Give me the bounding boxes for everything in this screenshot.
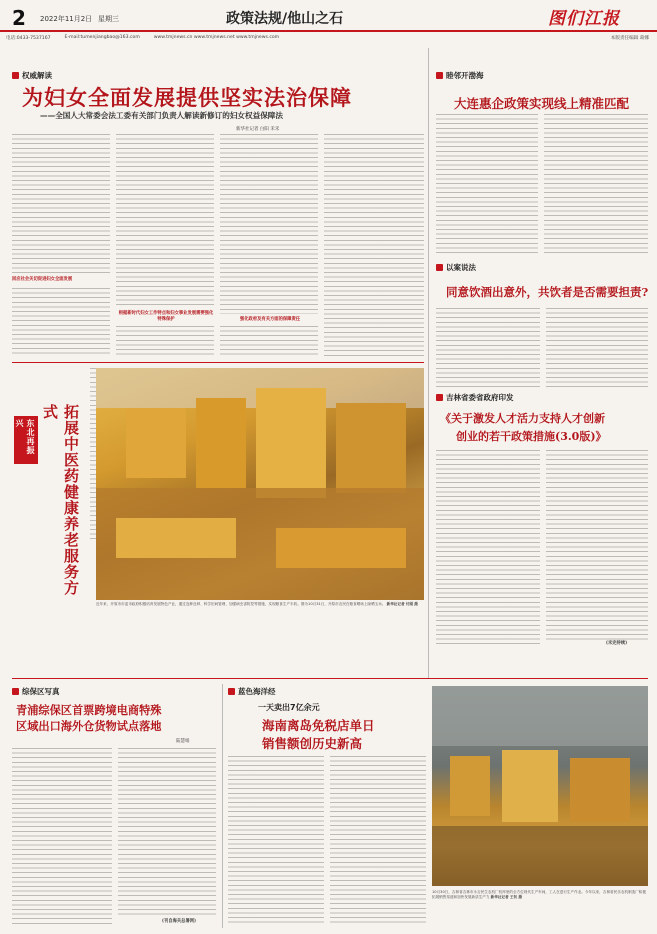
- bottom-left-headline-a: 青浦综保区首票跨境电商特殊: [16, 703, 162, 717]
- right-text-2a: [436, 308, 540, 388]
- section-marker-icon: [436, 394, 443, 401]
- column-divider: [428, 48, 429, 678]
- corn-harvest-photo: [96, 368, 424, 600]
- bottom-right-photo-caption: 10月30日，吉林省吉林市永吉民生农机厂机库里的全方位现代生产车间，工人在进行生产作业。今年以来，吉林省民乐农机制造厂积极拓展销售渠道和加快发展新质生产力 新华社记者 王钊 摄: [432, 890, 646, 899]
- right-credit-3: (未完待续): [606, 641, 628, 646]
- vertical-article-rule: [12, 362, 424, 363]
- bottom-middle-text-a: [228, 756, 324, 926]
- issue-date: 2022年11月2日: [40, 15, 93, 23]
- right-headline-1: 大连惠企政策实现线上精准匹配: [454, 96, 630, 111]
- section-marker-icon: [436, 72, 443, 79]
- subhead-2: 根据新时代妇女工作特点和妇女事业发展需要强化特殊保护: [118, 311, 214, 322]
- section-label-lanse: 蓝色海洋经: [228, 686, 276, 697]
- bottom-middle-headline-a: 海南离岛免税店单日: [262, 718, 375, 733]
- bottom-left-text-b: [118, 748, 216, 916]
- right-headline-3a: 《关于激发人才活力支持人才创新: [440, 412, 605, 425]
- photo-illustration: [96, 368, 424, 600]
- right-text-1b: [544, 114, 648, 256]
- body-text-col4: [324, 134, 424, 356]
- right-headline-2: 同意饮酒出意外，共饮者是否需要担责?: [446, 285, 649, 299]
- page-number: 2: [12, 6, 26, 30]
- subhead-3: 强化政府及有关方面的保障责任: [239, 317, 301, 322]
- section-marker-icon: [228, 688, 235, 695]
- body-text-col2b: [116, 326, 214, 356]
- photo-caption: 近年来，开原市市委市政府积极培育发展特色产业，通过连种良种、科学田间管理、加强病虫害防控等措施，实现粮食生产丰收。图为10月31日，开原市农民在粮食晒场上晾晒玉米。 新华社记者 付刚 摄: [96, 602, 418, 606]
- factory-illustration: [432, 686, 648, 886]
- website: www.tmjnews.cn www.tmjnews.net www.tmjnews.com: [153, 35, 280, 40]
- body-text-col3: [220, 134, 318, 314]
- right-text-2b: [546, 308, 648, 388]
- bottom-left-text-a: [12, 748, 112, 924]
- section-marker-icon: [12, 72, 19, 79]
- subhead-1: 回应社会关切促进妇女全面发展: [12, 277, 73, 282]
- right-text-3a: [436, 450, 540, 646]
- right-headline-3b: 创业的若干政策措施(3.0版)》: [456, 430, 607, 443]
- contact-bar: [0, 33, 657, 42]
- section-label-mulin: 睦邻开渤海: [436, 70, 484, 81]
- bottom-left-headline-b: 区域出口海外仓货物试点落地: [16, 719, 162, 733]
- section-marker-icon: [436, 264, 443, 271]
- vertical-headline: 拓展中医药健康养老服务方式: [41, 404, 80, 596]
- photo-credit: 新华社记者 付刚 摄: [386, 602, 418, 606]
- contact-phone: 电话:0433-7537167: [6, 35, 51, 41]
- bottom-divider-1: [222, 684, 223, 928]
- vertical-section-label: 东北再振兴: [14, 416, 38, 464]
- main-subheadline: ——全国人大常委会法工委有关部门负责人解读新修订的妇女权益保障法: [40, 111, 283, 120]
- bottom-left-byline: 陆慧娟: [176, 739, 190, 744]
- body-text-col1b: [12, 288, 110, 356]
- bottom-middle-text-b: [330, 756, 426, 926]
- section-label-zongbaoqu: 综保区写真: [12, 686, 60, 697]
- bottom-right-photo-credit: 新华社记者 王钊 摄: [490, 895, 522, 899]
- factory-photo: [432, 686, 648, 886]
- right-text-3b: [546, 450, 648, 640]
- section-marker-icon: [12, 688, 19, 695]
- contact-email: E-mail:tumenjiangbao@163.com: [64, 35, 140, 40]
- main-byline: 新华社记者 白阳 禾禾: [236, 127, 280, 132]
- bottom-left-source: (刊自海关总署网): [162, 919, 197, 924]
- body-text-col2: [116, 134, 214, 306]
- section-title: 政策法规/他山之石: [226, 11, 344, 27]
- section-label-jilin: 吉林省委省政府印发: [436, 392, 514, 403]
- issue-weekday: 星期三: [98, 15, 119, 23]
- main-headline: 为妇女全面发展提供坚实法治保障: [22, 85, 352, 110]
- masthead-rule: [0, 30, 657, 32]
- section-label-yianshuofa: 以案说法: [436, 262, 476, 273]
- bottom-section-rule: [12, 678, 648, 679]
- right-text-1a: [436, 114, 538, 256]
- bottom-middle-headline-b: 销售额创历史新高: [262, 736, 363, 751]
- masthead: [0, 0, 657, 42]
- bottom-middle-kicker: 一天卖出7亿余元: [258, 703, 320, 712]
- section-label-quanwei: 权威解读: [12, 70, 52, 81]
- editor-credit: 本版责任编辑 葛娜: [610, 35, 649, 41]
- body-text-col1a: [12, 134, 110, 274]
- body-text-col3b: [220, 326, 318, 356]
- paper-logo: 图们江报: [548, 9, 620, 29]
